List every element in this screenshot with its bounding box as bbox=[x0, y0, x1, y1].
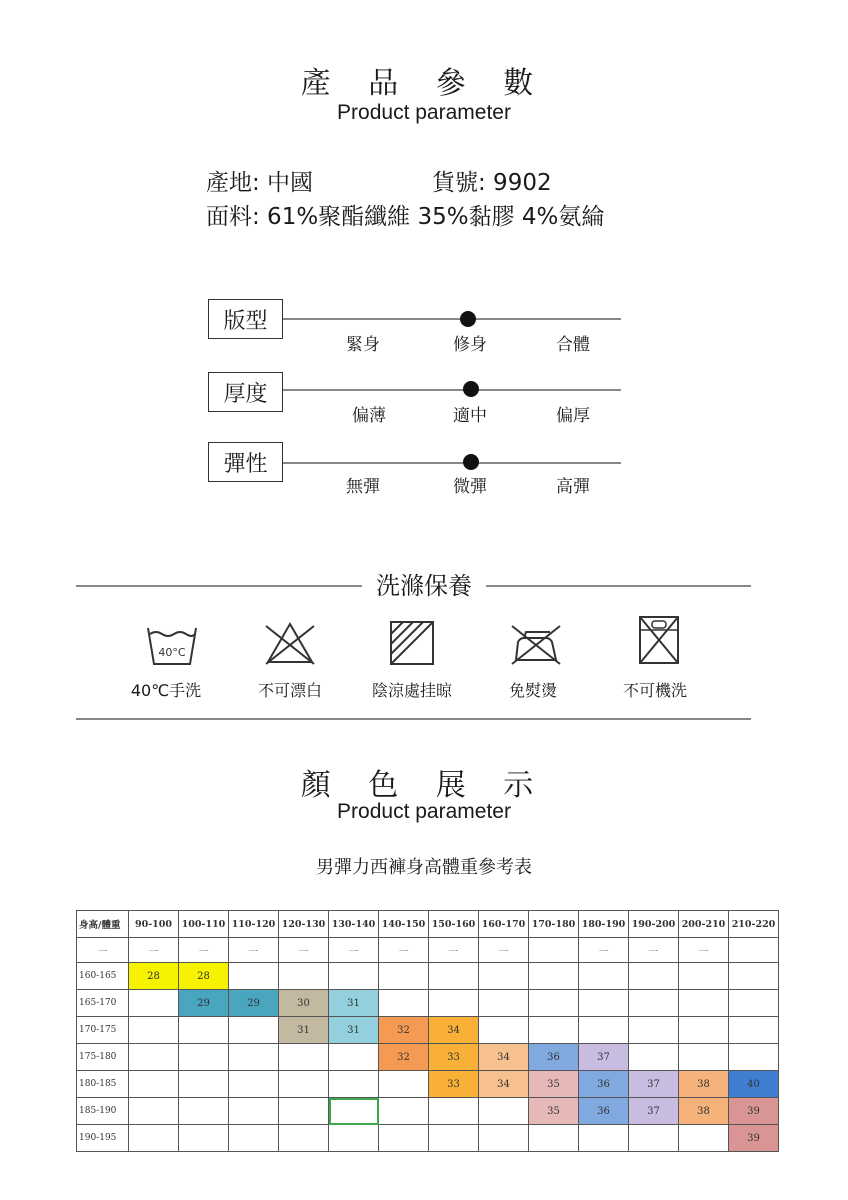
table-cell bbox=[279, 963, 329, 990]
table-cell: 一 bbox=[379, 938, 429, 963]
table-header-cell: 100-110 bbox=[179, 911, 229, 938]
table-cell bbox=[529, 1017, 579, 1044]
table-cell bbox=[629, 990, 679, 1017]
table-cell: 35 bbox=[529, 1098, 579, 1125]
table-header-cell: 120-130 bbox=[279, 911, 329, 938]
table-cell bbox=[629, 1017, 679, 1044]
care-label-no-iron: 免熨燙 bbox=[508, 681, 557, 700]
param-label: 厚度 bbox=[208, 372, 283, 412]
page-subtitle: Product parameter bbox=[337, 101, 511, 124]
table-cell bbox=[729, 938, 779, 963]
param-option: 高彈 bbox=[556, 477, 590, 497]
table-cell: 29 bbox=[229, 990, 279, 1017]
table-cell bbox=[179, 1071, 229, 1098]
table-cell bbox=[679, 990, 729, 1017]
table-cell bbox=[279, 1098, 329, 1125]
table-cell bbox=[429, 963, 479, 990]
item-number-text: 貨號: 9902 bbox=[432, 170, 552, 196]
table-cell bbox=[679, 1125, 729, 1152]
row-height-label: 185-190 bbox=[77, 1098, 129, 1125]
table-header-cell: 190-200 bbox=[629, 911, 679, 938]
table-cell bbox=[329, 963, 379, 990]
row-height-label: 180-185 bbox=[77, 1071, 129, 1098]
table-cell: 34 bbox=[429, 1017, 479, 1044]
table-cell bbox=[329, 1098, 379, 1125]
table-cell: 31 bbox=[329, 990, 379, 1017]
table-cell: 36 bbox=[529, 1044, 579, 1071]
param-selected-dot bbox=[460, 311, 476, 327]
table-cell: 37 bbox=[629, 1098, 679, 1125]
care-label-no-machine-wash: 不可機洗 bbox=[622, 681, 687, 700]
row-height-label: 190-195 bbox=[77, 1125, 129, 1152]
table-row bbox=[77, 990, 779, 1017]
table-cell: 32 bbox=[379, 1017, 429, 1044]
param-option: 無彈 bbox=[346, 477, 380, 497]
table-cell bbox=[729, 1017, 779, 1044]
table-cell bbox=[379, 990, 429, 1017]
table-header-cell: 130-140 bbox=[329, 911, 379, 938]
table-cell bbox=[279, 1071, 329, 1098]
shade-dry-icon bbox=[386, 620, 438, 668]
table-cell bbox=[179, 1098, 229, 1125]
table-cell bbox=[729, 990, 779, 1017]
param-option: 微彈 bbox=[453, 477, 487, 497]
table-cell bbox=[379, 963, 429, 990]
param-option: 適中 bbox=[453, 406, 487, 426]
table-cell: 34 bbox=[479, 1071, 529, 1098]
table-cell bbox=[229, 963, 279, 990]
table-cell bbox=[429, 990, 479, 1017]
no-bleach-icon bbox=[264, 620, 316, 668]
param-selected-dot bbox=[463, 454, 479, 470]
table-cell bbox=[579, 963, 629, 990]
wash-temp-text: 40°C bbox=[158, 646, 186, 659]
table-cell: 36 bbox=[579, 1071, 629, 1098]
table-cell bbox=[529, 990, 579, 1017]
table-cell: 28 bbox=[179, 963, 229, 990]
table-cell: 一 bbox=[679, 938, 729, 963]
param-option: 緊身 bbox=[346, 335, 380, 355]
table-cell: 38 bbox=[679, 1098, 729, 1125]
param-option: 合體 bbox=[556, 335, 590, 355]
table-cell: 一 bbox=[429, 938, 479, 963]
table-cell bbox=[179, 1017, 229, 1044]
table-cell bbox=[129, 1017, 179, 1044]
table-cell bbox=[529, 1125, 579, 1152]
table-cell bbox=[179, 1044, 229, 1071]
table-cell: 36 bbox=[579, 1098, 629, 1125]
table-cell: 35 bbox=[529, 1071, 579, 1098]
care-title: 洗滌保養 bbox=[362, 572, 486, 600]
table-cell bbox=[129, 1098, 179, 1125]
care-label-wash: 40℃手洗 bbox=[130, 681, 202, 700]
param-scale-line bbox=[283, 389, 621, 391]
row-height-label: 160-165 bbox=[77, 963, 129, 990]
table-cell bbox=[679, 1017, 729, 1044]
table-cell bbox=[679, 1044, 729, 1071]
table-cell bbox=[329, 1071, 379, 1098]
table-row bbox=[77, 1125, 779, 1152]
table-cell bbox=[479, 1098, 529, 1125]
page-title: 產 品 參 數 bbox=[300, 66, 548, 101]
table-row bbox=[77, 1071, 779, 1098]
table-cell: 37 bbox=[579, 1044, 629, 1071]
table-cell bbox=[579, 1017, 629, 1044]
table-cell bbox=[129, 1125, 179, 1152]
table-cell bbox=[379, 1125, 429, 1152]
no-iron-icon bbox=[510, 620, 562, 668]
table-header-cell: 身高/體重 bbox=[77, 911, 129, 938]
table-row bbox=[77, 1044, 779, 1071]
table-cell bbox=[479, 1125, 529, 1152]
origin-text: 產地: 中國 bbox=[206, 170, 314, 196]
table-cell: 29 bbox=[179, 990, 229, 1017]
table-cell: 一 bbox=[279, 938, 329, 963]
table-cell bbox=[329, 1044, 379, 1071]
table-cell: 33 bbox=[429, 1071, 479, 1098]
table-cell bbox=[629, 1044, 679, 1071]
table-cell: 30 bbox=[279, 990, 329, 1017]
table-header-cell: 180-190 bbox=[579, 911, 629, 938]
table-cell bbox=[129, 1071, 179, 1098]
table-cell: 34 bbox=[479, 1044, 529, 1071]
table-cell bbox=[379, 1071, 429, 1098]
table-cell bbox=[729, 1044, 779, 1071]
table-cell bbox=[579, 990, 629, 1017]
table-cell bbox=[729, 963, 779, 990]
table-cell: 28 bbox=[129, 963, 179, 990]
param-label: 彈性 bbox=[208, 442, 283, 482]
table-cell: 一 bbox=[179, 938, 229, 963]
table-cell: 一 bbox=[77, 938, 129, 963]
color-section-title: 顏 色 展 示 bbox=[300, 768, 548, 803]
param-option: 修身 bbox=[453, 335, 487, 355]
table-cell bbox=[479, 1017, 529, 1044]
size-table-title: 男彈力西褲身高體重參考表 bbox=[316, 857, 532, 878]
table-cell bbox=[629, 963, 679, 990]
param-scale-line bbox=[283, 462, 621, 464]
table-cell bbox=[529, 963, 579, 990]
no-machine-wash-icon bbox=[634, 616, 686, 664]
table-cell bbox=[379, 1098, 429, 1125]
wash-40c-icon bbox=[146, 620, 198, 668]
table-row bbox=[77, 1098, 779, 1125]
table-dash-row bbox=[77, 938, 779, 963]
param-label: 版型 bbox=[208, 299, 283, 339]
care-label-shade-dry: 陰涼處挂晾 bbox=[371, 681, 452, 700]
table-cell: 一 bbox=[229, 938, 279, 963]
row-height-label: 175-180 bbox=[77, 1044, 129, 1071]
row-height-label: 170-175 bbox=[77, 1017, 129, 1044]
table-cell: 一 bbox=[479, 938, 529, 963]
table-cell bbox=[229, 1044, 279, 1071]
param-option: 偏厚 bbox=[556, 406, 590, 426]
table-header-cell: 170-180 bbox=[529, 911, 579, 938]
table-header-row bbox=[77, 911, 779, 938]
table-cell bbox=[629, 1125, 679, 1152]
table-header-cell: 150-160 bbox=[429, 911, 479, 938]
table-cell bbox=[529, 938, 579, 963]
table-cell bbox=[229, 1017, 279, 1044]
table-cell bbox=[179, 1125, 229, 1152]
table-header-cell: 210-220 bbox=[729, 911, 779, 938]
param-selected-dot bbox=[463, 381, 479, 397]
table-cell: 一 bbox=[629, 938, 679, 963]
table-cell bbox=[279, 1125, 329, 1152]
table-cell: 38 bbox=[679, 1071, 729, 1098]
table-cell: 一 bbox=[329, 938, 379, 963]
table-cell: 31 bbox=[329, 1017, 379, 1044]
table-cell: 一 bbox=[129, 938, 179, 963]
table-cell: 39 bbox=[729, 1098, 779, 1125]
care-label-no-bleach: 不可漂白 bbox=[257, 681, 322, 700]
table-cell: 32 bbox=[379, 1044, 429, 1071]
table-cell: 31 bbox=[279, 1017, 329, 1044]
param-scale-line bbox=[283, 318, 621, 320]
table-header-cell: 140-150 bbox=[379, 911, 429, 938]
table-cell: 39 bbox=[729, 1125, 779, 1152]
table-cell bbox=[579, 1125, 629, 1152]
size-table bbox=[76, 910, 779, 1152]
table-header-cell: 110-120 bbox=[229, 911, 279, 938]
table-cell bbox=[479, 990, 529, 1017]
table-cell bbox=[229, 1098, 279, 1125]
table-cell bbox=[229, 1125, 279, 1152]
color-section-subtitle: Product parameter bbox=[337, 800, 511, 823]
table-cell bbox=[229, 1071, 279, 1098]
table-header-cell: 200-210 bbox=[679, 911, 729, 938]
table-row bbox=[77, 963, 779, 990]
table-cell: 37 bbox=[629, 1071, 679, 1098]
param-option: 偏薄 bbox=[352, 406, 386, 426]
row-height-label: 165-170 bbox=[77, 990, 129, 1017]
table-cell bbox=[129, 990, 179, 1017]
table-cell bbox=[329, 1125, 379, 1152]
table-cell bbox=[429, 1125, 479, 1152]
table-cell: 40 bbox=[729, 1071, 779, 1098]
table-cell: 33 bbox=[429, 1044, 479, 1071]
care-title-wrap bbox=[0, 566, 848, 601]
table-cell bbox=[679, 963, 729, 990]
table-cell bbox=[279, 1044, 329, 1071]
table-cell bbox=[129, 1044, 179, 1071]
table-header-cell: 160-170 bbox=[479, 911, 529, 938]
fabric-text: 面料: 61%聚酯纖維 35%黏膠 4%氨綸 bbox=[206, 204, 605, 230]
table-header-cell: 90-100 bbox=[129, 911, 179, 938]
table-cell bbox=[429, 1098, 479, 1125]
table-row bbox=[77, 1017, 779, 1044]
table-cell: 一 bbox=[579, 938, 629, 963]
table-cell bbox=[479, 963, 529, 990]
care-divider-bottom bbox=[76, 718, 751, 720]
